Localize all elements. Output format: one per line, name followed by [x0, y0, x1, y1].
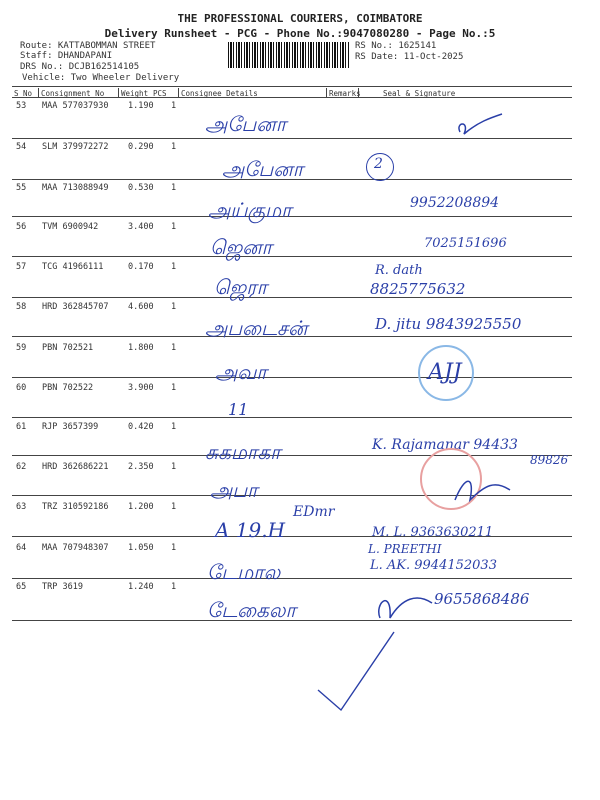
col-weight: Weight: [121, 89, 149, 98]
col-pcs: PCS: [153, 89, 167, 98]
row-weight: 1.200: [128, 502, 154, 512]
col-seal-signature: Seal & Signature: [383, 89, 456, 98]
handwritten-name: A 19.H: [215, 518, 286, 542]
handwritten-phone: D. jitu 9843925550: [375, 315, 522, 333]
row-pcs: 1: [171, 383, 177, 393]
row-consignment-no: PBN 702522: [42, 383, 94, 393]
handwritten-signature: AJJ: [428, 360, 462, 385]
route-label: Route: KATTABOMMAN STREET: [20, 41, 156, 51]
handwritten-phone: K. Rajamanar 94433: [372, 437, 518, 453]
row-pcs: 1: [171, 343, 177, 353]
row-consignment-no: TCG 41966111: [42, 262, 104, 272]
row-divider: [12, 417, 572, 418]
handwritten-name: அவா: [215, 360, 267, 384]
row-sno: 53: [16, 101, 27, 111]
handwritten-name: சுகமாகா: [205, 440, 281, 464]
row-consignment-no: PBN 702521: [42, 343, 94, 353]
row-weight: 0.290: [128, 142, 154, 152]
row-consignment-no: MAA 707948307: [42, 543, 109, 553]
row-sno: 62: [16, 462, 27, 472]
handwritten-name: அய்குமா: [208, 198, 292, 222]
signature-mark: [450, 112, 510, 142]
row-consignment-no: HRD 362845707: [42, 302, 109, 312]
row-sno: 58: [16, 302, 27, 312]
col-remarks: Remarks: [329, 89, 361, 98]
rs-date: RS Date: 11-Oct-2025: [355, 52, 464, 62]
row-weight: 1.240: [128, 582, 154, 592]
row-sno: 56: [16, 222, 27, 232]
row-divider: [12, 216, 572, 217]
row-pcs: 1: [171, 142, 177, 152]
row-sno: 65: [16, 582, 27, 592]
row-sno: 57: [16, 262, 27, 272]
row-sno: 55: [16, 183, 27, 193]
row-consignment-no: TRP 3619: [42, 582, 83, 592]
handwritten-name: அபேனா: [205, 112, 287, 136]
row-divider: [12, 256, 572, 257]
rs-number: RS No.: 1625141: [355, 41, 437, 51]
row-pcs: 1: [171, 543, 177, 553]
row-divider: [12, 377, 572, 378]
circled-mark-text: 2: [374, 156, 383, 172]
row-pcs: 1: [171, 222, 177, 232]
handwritten-phone: L. AK. 9944152033: [370, 558, 497, 573]
handwritten-name: 11: [228, 400, 249, 419]
row-pcs: 1: [171, 582, 177, 592]
header-top-rule: [12, 86, 572, 87]
handwritten-name: ஜெனா: [210, 235, 273, 259]
row-weight: 0.420: [128, 422, 154, 432]
row-divider: [12, 297, 572, 298]
row-pcs: 1: [171, 302, 177, 312]
row-sno: 60: [16, 383, 27, 393]
col-divider: [358, 88, 359, 97]
handwritten-name: அபா: [210, 478, 258, 502]
handwritten-phone: M. L. 9363630211: [372, 525, 494, 540]
row-divider: [12, 578, 572, 579]
row-divider: [12, 455, 572, 456]
row-consignment-no: MAA 577037930: [42, 101, 109, 111]
row-sno: 61: [16, 422, 27, 432]
row-weight: 0.530: [128, 183, 154, 193]
row-sno: 59: [16, 343, 27, 353]
handwritten-phone: 9952208894: [410, 195, 500, 211]
runsheet-subtitle: Delivery Runsheet - PCG - Phone No.:9047080280 - Page No.:5: [104, 27, 496, 40]
row-consignment-no: MAA 713088949: [42, 183, 109, 193]
row-weight: 4.600: [128, 302, 154, 312]
col-sno: S No: [14, 89, 33, 98]
row-sno: 64: [16, 543, 27, 553]
row-consignment-no: RJP 3657399: [42, 422, 99, 432]
row-weight: 3.900: [128, 383, 154, 393]
row-sno: 63: [16, 502, 27, 512]
col-divider: [118, 88, 119, 97]
col-divider: [38, 88, 39, 97]
row-pcs: 1: [171, 262, 177, 272]
row-consignment-no: TVM 6900942: [42, 222, 99, 232]
col-divider: [326, 88, 327, 97]
col-consignee-details: Consignee Details: [181, 89, 258, 98]
header-bottom-rule: [12, 97, 572, 98]
handwritten-signature: R. dath: [375, 263, 423, 278]
row-weight: 1.050: [128, 543, 154, 553]
row-sno: 54: [16, 142, 27, 152]
row-pcs: 1: [171, 183, 177, 193]
staff-label: Staff: DHANDAPANI: [20, 51, 113, 61]
handwritten-phone: 7025151696: [424, 236, 507, 251]
row-weight: 3.400: [128, 222, 154, 232]
handwritten-phone: 9655868486: [434, 590, 530, 608]
barcode-image: [228, 42, 350, 68]
row-consignment-no: SLM 379972272: [42, 142, 109, 152]
row-pcs: 1: [171, 422, 177, 432]
company-title: THE PROFESSIONAL COURIERS, COIMBATORE: [177, 12, 423, 25]
drs-label: DRS No.: DCJB162514105: [20, 62, 140, 72]
row-pcs: 1: [171, 462, 177, 472]
handwritten-note: EDmr: [293, 504, 335, 520]
row-consignment-no: HRD 362686221: [42, 462, 109, 472]
vehicle-label: Vehicle: Two Wheeler Delivery: [22, 73, 180, 83]
row-consignment-no: TRZ 310592186: [42, 502, 109, 512]
check-mark-icon: [316, 630, 396, 720]
handwritten-phone: 8825775632: [370, 280, 466, 298]
row-pcs: 1: [171, 101, 177, 111]
signature-mark: [450, 470, 520, 510]
row-pcs: 1: [171, 502, 177, 512]
signature-mark: [372, 578, 442, 628]
handwritten-name: அபடைசன்: [205, 316, 308, 340]
handwritten-phone: 89826: [530, 453, 569, 467]
col-consignment-no: Consignment No: [41, 89, 105, 98]
row-weight: 1.800: [128, 343, 154, 353]
handwritten-name: ஜெரா: [214, 275, 268, 299]
handwritten-name: டேமால: [207, 560, 281, 584]
handwritten-signature: L. PREETHI: [368, 542, 442, 556]
handwritten-name: டேகைலா: [207, 598, 296, 622]
handwritten-name: அபேனா: [222, 157, 304, 181]
col-divider: [178, 88, 179, 97]
row-weight: 0.170: [128, 262, 154, 272]
row-weight: 2.350: [128, 462, 154, 472]
row-weight: 1.190: [128, 101, 154, 111]
